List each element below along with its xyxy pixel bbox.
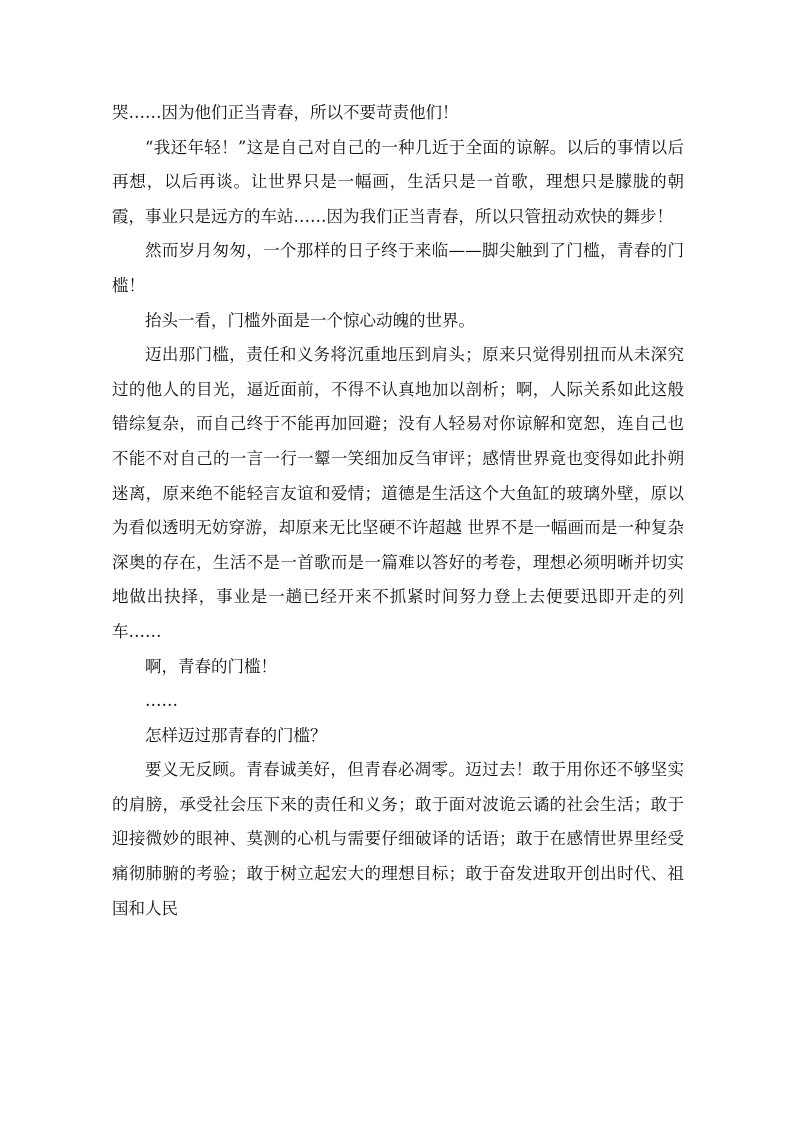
paragraph-7: …… xyxy=(145,691,178,711)
paragraph-8: 怎样迈过那青春的门槛？ xyxy=(145,725,327,745)
document-page xyxy=(112,96,684,926)
paragraph-4: 抬头一看，门槛外面是一个惊心动魄的世界。 xyxy=(145,310,475,330)
paragraph-3: 然而岁月匆匆，一个那样的日子终于来临——脚尖触到了门槛，青春的门槛！ xyxy=(112,241,684,295)
paragraph-6: 啊，青春的门槛！ xyxy=(145,656,277,676)
paragraph-2: “我还年轻！”这是自己对自己的一种几近于全面的谅解。以后的事情以后再想，以后再谈。让世界只是一幅画，生活只是一首歌，理想只是朦胧的朝霞，事业只是远方的车站……因为我们正当青春，所以只管扭动欢快的舞步！ xyxy=(112,137,684,226)
paragraph-9: 要义无反顾。青春诚美好，但青春必凋零。迈过去！敢于用你还不够坚实的肩膀，承受社会压下来的责任和义务；敢于面对波诡云谲的社会生活；敢于迎接微妙的眼神、莫测的心机与需要仔细破译的话语；敢于在感情世界里经受痛彻肺腑的考验；敢于树立起宏大的理想目标；敢于奋发进取开创出时代、祖国和人民 xyxy=(112,760,684,918)
paragraph-5: 迈出那门槛，责任和义务将沉重地压到肩头；原来只觉得别扭而从未深究过的他人的目光，逼近面前，不得不认真地加以剖析；啊，人际关系如此这般错综复杂，而自己终于不能再加回避；没有人轻易对你谅解和宽恕，连自己也不能不对自己的一言一行一颦一笑细加反刍审评；感情世界竟也变得如此扑朔迷离，原来绝不能轻言友谊和爱情；道德是生活这个大鱼缸的玻璃外壁，原以为看似透明无妨穿游，却原来无比坚硬不许超越 世界不是一幅画而是一种复杂深奥的存在，生活不是一首歌而是一篇难以答好的考卷，理想必须明晰并切实地做出抉择，事业是一趟已经开来不抓紧时间努力登上去便要迅即开走的列车…… xyxy=(112,345,684,641)
paragraph-1: 哭……因为他们正当青春，所以不要苛责他们！ xyxy=(112,103,459,122)
